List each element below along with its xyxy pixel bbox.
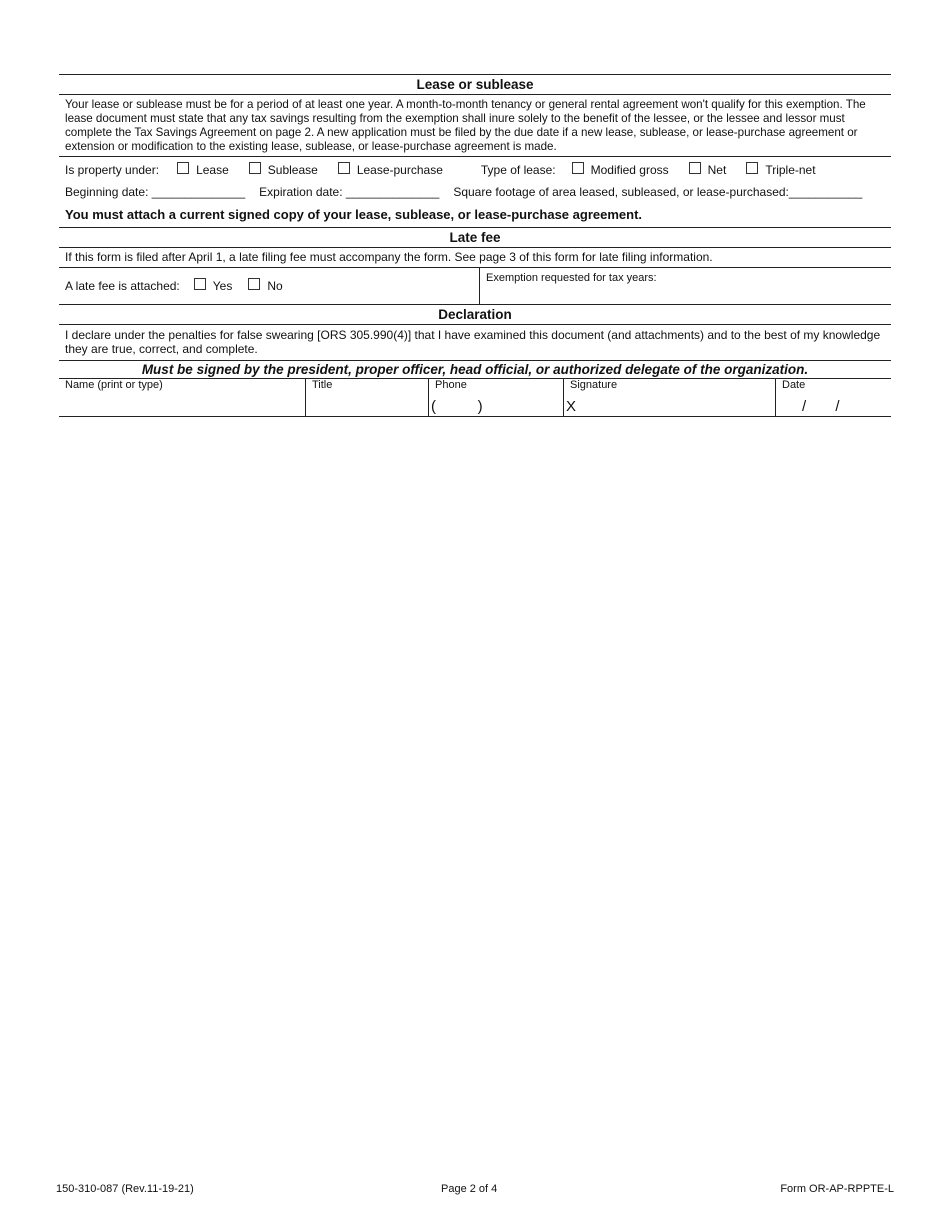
page-number: Page 2 of 4 bbox=[441, 1183, 498, 1195]
lease-instructions: Your lease or sublease must be for a period of at least one year. A month-to-month tenancy or general rental agreement won't qualify for this exemption. The lease document must state that any tax savings resulting from the exemption shall inure solely to the benefit of the lessee, or the lessee and lessor must complete the Tax Savings Agreement on page 2. A new application must be filed by the due date if a new lease, sublease, or lease-purchase agreement or extension or modification to the existing lease, sublease, or lease-purchase agreement is made. bbox=[65, 98, 866, 153]
title-field[interactable] bbox=[306, 379, 429, 416]
sublease-option[interactable] bbox=[249, 163, 318, 177]
triple-net-option-label: Triple-net bbox=[765, 163, 816, 177]
lease-purchase-option[interactable] bbox=[338, 163, 443, 177]
late-fee-no-checkbox[interactable] bbox=[248, 278, 260, 290]
triple-net-option[interactable] bbox=[746, 163, 815, 177]
modified-gross-option[interactable] bbox=[572, 163, 669, 177]
signature-field-label: Signature bbox=[570, 379, 618, 391]
net-checkbox[interactable] bbox=[689, 162, 701, 174]
declaration-section-title: Declaration bbox=[438, 307, 512, 322]
lease-purchase-option-label: Lease-purchase bbox=[356, 163, 443, 177]
type-of-lease-label: Type of lease: bbox=[480, 163, 556, 177]
lease-purchase-checkbox[interactable] bbox=[338, 162, 350, 174]
late-fee-row bbox=[59, 268, 891, 304]
signature-field[interactable] bbox=[564, 379, 776, 416]
sublease-checkbox[interactable] bbox=[249, 162, 261, 174]
late-fee-attached-group bbox=[59, 268, 480, 304]
late-fee-yes-option[interactable] bbox=[194, 279, 233, 293]
attach-notice: You must attach a current signed copy of your lease, sublease, or lease-purchase agreement. bbox=[65, 206, 643, 222]
phone-field-label: Phone bbox=[435, 379, 467, 391]
square-footage-field[interactable]: Square footage of area leased, subleased, or lease-purchased:___________ bbox=[453, 185, 863, 199]
lease-option-label: Lease bbox=[196, 163, 229, 177]
phone-field[interactable] bbox=[429, 379, 564, 416]
date-field-label: Date bbox=[782, 379, 806, 391]
name-field[interactable] bbox=[59, 379, 306, 416]
late-fee-attached-label: A late fee is attached: bbox=[65, 279, 180, 293]
form-number: 150-310-087 (Rev.11-19-21) bbox=[56, 1183, 194, 1195]
net-option[interactable] bbox=[689, 163, 727, 177]
form-name: Form OR-AP-RPPTE-L bbox=[780, 1183, 894, 1195]
late-fee-yes-label: Yes bbox=[212, 279, 233, 293]
modified-gross-option-label: Modified gross bbox=[590, 163, 669, 177]
property-type-row bbox=[59, 157, 891, 183]
date-slashes: / / bbox=[802, 398, 840, 415]
declaration-text: I declare under the penalties for false swearing [ORS 305.990(4)] that I have examined this document (and attachments) and to the best of my knowledge they are true, correct, and complete. bbox=[65, 328, 881, 356]
expiration-date-field[interactable]: Expiration date: ______________ bbox=[259, 185, 440, 199]
signature-notice: Must be signed by the president, proper officer, head official, or authorized delegate of the organization. bbox=[141, 362, 809, 377]
net-option-label: Net bbox=[707, 163, 727, 177]
triple-net-checkbox[interactable] bbox=[746, 162, 758, 174]
sublease-option-label: Sublease bbox=[267, 163, 318, 177]
date-field[interactable] bbox=[776, 379, 891, 416]
signature-x-mark: X bbox=[566, 398, 577, 415]
exemption-years-field[interactable] bbox=[480, 268, 891, 304]
lease-checkbox[interactable] bbox=[177, 162, 189, 174]
lease-dates-row bbox=[59, 183, 891, 201]
modified-gross-checkbox[interactable] bbox=[572, 162, 584, 174]
signature-fields-row bbox=[59, 379, 891, 416]
late-fee-yes-checkbox[interactable] bbox=[194, 278, 206, 290]
lease-section-title: Lease or sublease bbox=[416, 77, 534, 92]
late-fee-section-title: Late fee bbox=[449, 230, 501, 245]
phone-parentheses: ( ) bbox=[431, 398, 483, 415]
late-fee-notice: If this form is filed after April 1, a late filing fee must accompany the form. See page 3 of this form for late filing information. bbox=[65, 250, 713, 264]
late-fee-no-option[interactable] bbox=[248, 279, 282, 293]
lease-option[interactable] bbox=[177, 163, 229, 177]
title-field-label: Title bbox=[312, 379, 333, 391]
lease-form bbox=[59, 74, 891, 417]
late-fee-no-label: No bbox=[267, 279, 283, 293]
beginning-date-field[interactable]: Beginning date: ______________ bbox=[65, 185, 246, 199]
exemption-years-label: Exemption requested for tax years: bbox=[486, 272, 657, 284]
property-under-label: Is property under: bbox=[65, 163, 160, 177]
name-field-label: Name (print or type) bbox=[65, 379, 163, 391]
